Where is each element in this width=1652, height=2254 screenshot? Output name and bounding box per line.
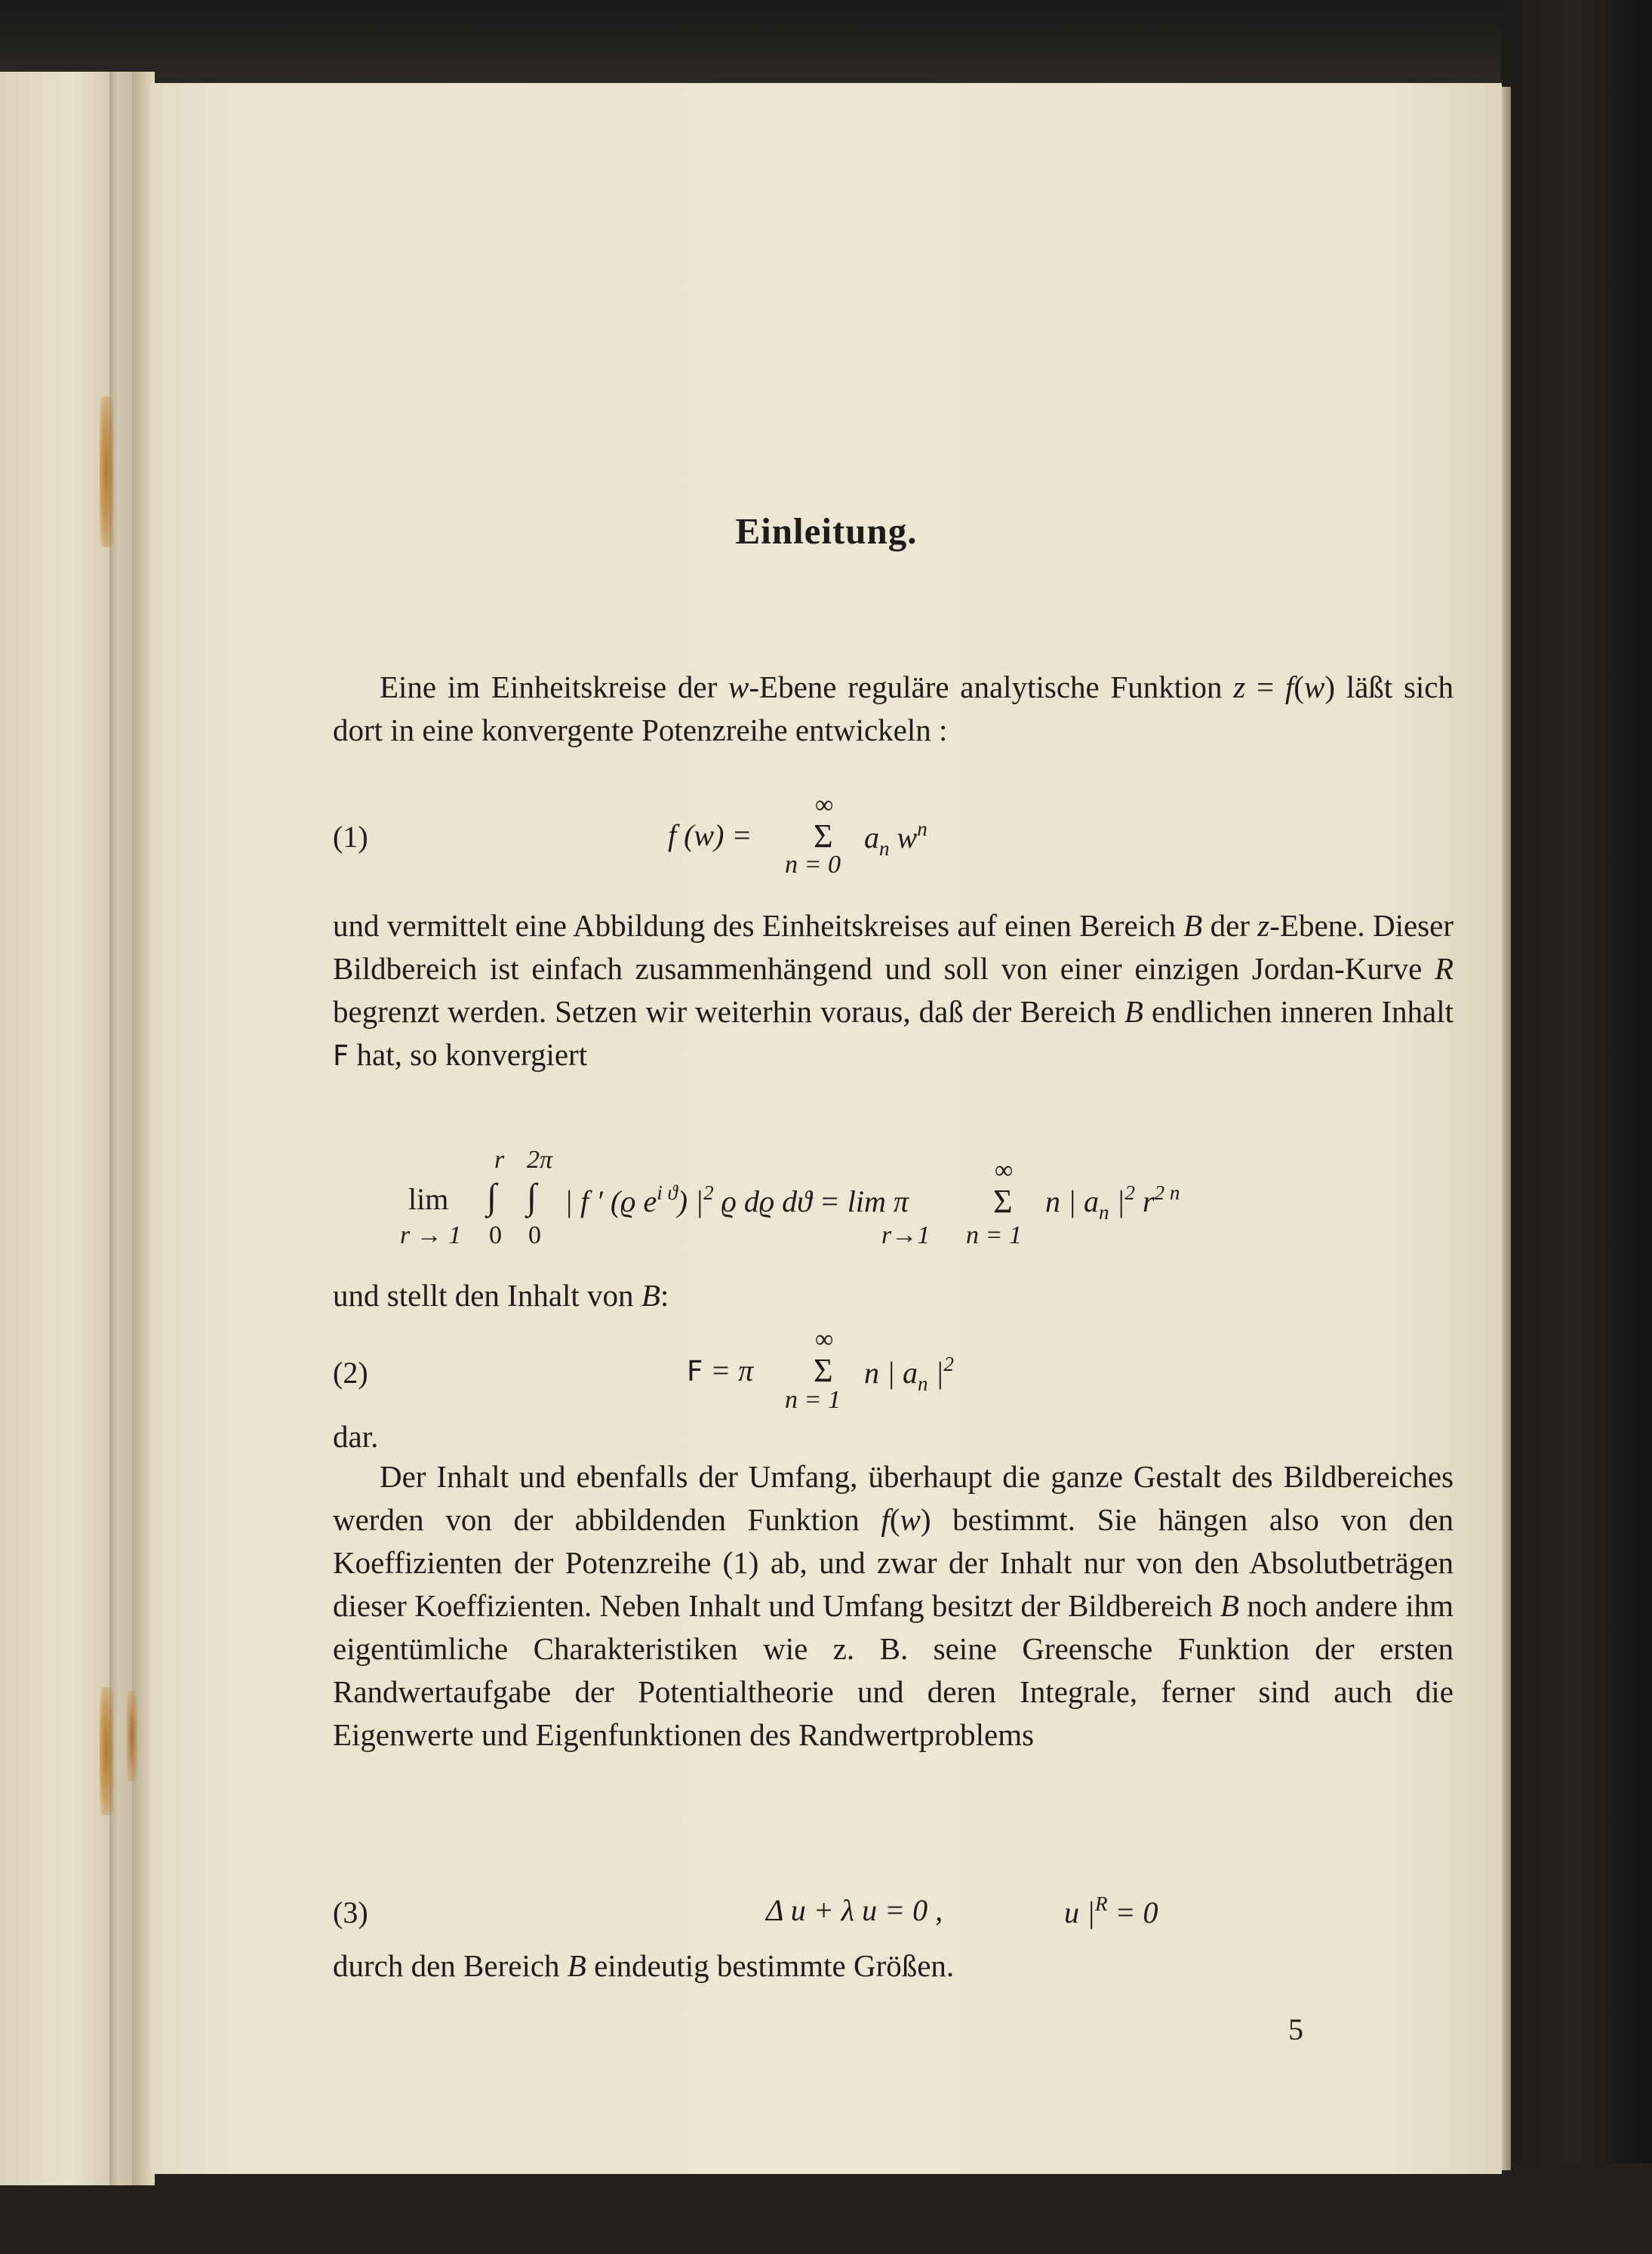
math-var: a [864, 821, 879, 854]
series-term [864, 1353, 954, 1396]
subscript: n [918, 1372, 928, 1395]
sum-upper-limit: ∞ [815, 791, 834, 819]
integrand [565, 1181, 909, 1219]
math-text: = π [703, 1353, 754, 1387]
text: ( [1294, 670, 1304, 704]
paragraph-conclusion [333, 1945, 1454, 1988]
math-text: n | a [1045, 1184, 1099, 1218]
sum-upper-limit: ∞ [815, 1326, 834, 1353]
limit-subscript: r→1 [881, 1221, 931, 1249]
equation-number-3: (3) [333, 1895, 368, 1929]
math-var: z [1257, 908, 1270, 943]
series-term [1045, 1181, 1180, 1224]
math-var: B [641, 1278, 660, 1313]
page-edge-shadow [1502, 87, 1511, 2170]
paragraph-dar [333, 1415, 1454, 1458]
math-var: w [900, 1502, 921, 1537]
math-var: f [881, 1502, 890, 1537]
sum-symbol: Σ [993, 1183, 1013, 1220]
math-var: z [1233, 670, 1246, 704]
math-var: F [333, 1039, 349, 1072]
text: durch den Bereich [333, 1948, 568, 1983]
foxing-stain [127, 1691, 137, 1781]
paragraph-area [333, 1274, 1454, 1317]
text: begrenzt werden. Setzen wir weiterhin voraus, daß der Bereich [333, 994, 1124, 1029]
math-var: B [567, 1948, 586, 1983]
integral-lower-limit: 0 [528, 1221, 541, 1249]
text: -Ebene reguläre analytische Funktion [749, 670, 1234, 704]
dark-background-right [1501, 0, 1652, 2254]
math-var: B [1183, 908, 1203, 943]
paragraph-characteristics [333, 1455, 1454, 1757]
equation-1 [668, 818, 752, 853]
subscript: n [1099, 1201, 1109, 1224]
superscript: i ϑ [657, 1181, 678, 1204]
integral-symbol: ∫ [487, 1177, 497, 1217]
math-var: f [1284, 670, 1294, 704]
text: ( [889, 1502, 900, 1537]
text: und stellt den Inhalt von [333, 1278, 641, 1313]
integral-lower-limit: 0 [489, 1221, 502, 1249]
text: Eine im Einheitskreise der [380, 670, 729, 704]
math-text: ϱ dϱ dϑ = lim π [713, 1184, 909, 1218]
equation-3-lhs: Δ u + λ u = 0 , [766, 1893, 943, 1927]
text: -Ebene. Dieser Bildbereich ist einfach zusammenhängend und soll von einer einzigen Jordan-Kurve [333, 908, 1454, 986]
sum-lower-limit: n = 1 [785, 1386, 841, 1414]
math-var: R [1434, 951, 1454, 986]
text: eindeutig bestimmte Größen. [586, 1948, 955, 1983]
text: und vermittelt eine Abbildung des Einheitskreises auf einen Bereich [333, 908, 1184, 943]
paragraph-mapping [333, 904, 1454, 1077]
sum-lower-limit: n = 1 [966, 1221, 1022, 1249]
equation-2 [687, 1353, 753, 1388]
text: Der Inhalt und ebenfalls der Umfang, überhaupt die ganze Gestalt des Bildbereiches werden von der abbildenden Funktion [333, 1459, 1454, 1537]
series-term [864, 818, 928, 861]
equation-lhs: f (w) = [668, 818, 752, 852]
math-text: n | a [864, 1356, 918, 1390]
text: dar. [333, 1419, 379, 1454]
math-var: w [728, 670, 749, 704]
subscript: n [879, 837, 890, 860]
superscript: 2 [1124, 1181, 1135, 1204]
superscript: 2 [703, 1181, 714, 1204]
paragraph-intro [333, 666, 1454, 752]
superscript: R [1095, 1892, 1108, 1915]
text: ) läßt sich dort in eine konvergente Potenzreihe entwickeln : [333, 670, 1454, 747]
equation-3-rhs [1064, 1892, 1158, 1930]
spine-shadow [109, 72, 118, 2185]
book-page [151, 83, 1502, 2174]
math-text: u | [1064, 1895, 1095, 1929]
math-var: w [1303, 670, 1325, 704]
sum-symbol: Σ [814, 818, 833, 854]
equation-number-1: (1) [333, 820, 368, 854]
sum-symbol: Σ [814, 1352, 833, 1389]
text: der [1202, 908, 1258, 943]
math-var: F [687, 1355, 703, 1387]
sum-lower-limit: n = 0 [785, 851, 841, 879]
superscript: n [917, 818, 928, 840]
text: : [660, 1278, 669, 1313]
math-text: | [928, 1356, 944, 1390]
dark-background-top [0, 0, 1652, 83]
page-number: 5 [1288, 2012, 1303, 2046]
text: hat, so konvergiert [349, 1037, 588, 1072]
math-text: ) | [677, 1184, 704, 1218]
math-text: = 0 [1107, 1895, 1158, 1929]
integral-upper-limit: 2π [527, 1146, 553, 1174]
limit-subscript: r → 1 [400, 1221, 462, 1249]
text: noch andere ihm eigentümliche Charakteristiken wie z. B. seine Greensche Funktion der ersten Randwertaufgabe der Potentialtheorie und deren Integrale, ferner sind auch die Eigenwerte und Eigenfunktionen des Randwertproblems [333, 1588, 1454, 1752]
equation-number-2: (2) [333, 1356, 368, 1390]
math-var: B [1124, 994, 1143, 1029]
text: = [1245, 670, 1285, 704]
dark-background-bottom [0, 2163, 1652, 2254]
math-text: r [1135, 1184, 1155, 1218]
integral-upper-limit: r [494, 1146, 505, 1174]
math-text: | [1109, 1184, 1125, 1218]
math-text: | f ′ (ϱ e [565, 1184, 657, 1218]
text: endlichen inneren Inhalt [1143, 994, 1454, 1029]
math-var: w [897, 821, 918, 854]
math-var: B [1220, 1588, 1239, 1623]
sum-upper-limit: ∞ [995, 1156, 1014, 1184]
integral-symbol: ∫ [527, 1177, 537, 1217]
superscript: 2 [943, 1353, 954, 1375]
superscript: 2 n [1154, 1181, 1180, 1204]
chapter-heading: Einleitung. [735, 510, 918, 552]
limit-operator: lim [408, 1182, 449, 1216]
text: ) bestimmt. Sie hängen also von den Koeffizienten der Potenzreihe (1) ab, und zwar der Inhalt nur von den Absolutbeträgen dieser Koeffizienten. Neben Inhalt und Umfang besitzt der Bildbereich [333, 1502, 1454, 1623]
